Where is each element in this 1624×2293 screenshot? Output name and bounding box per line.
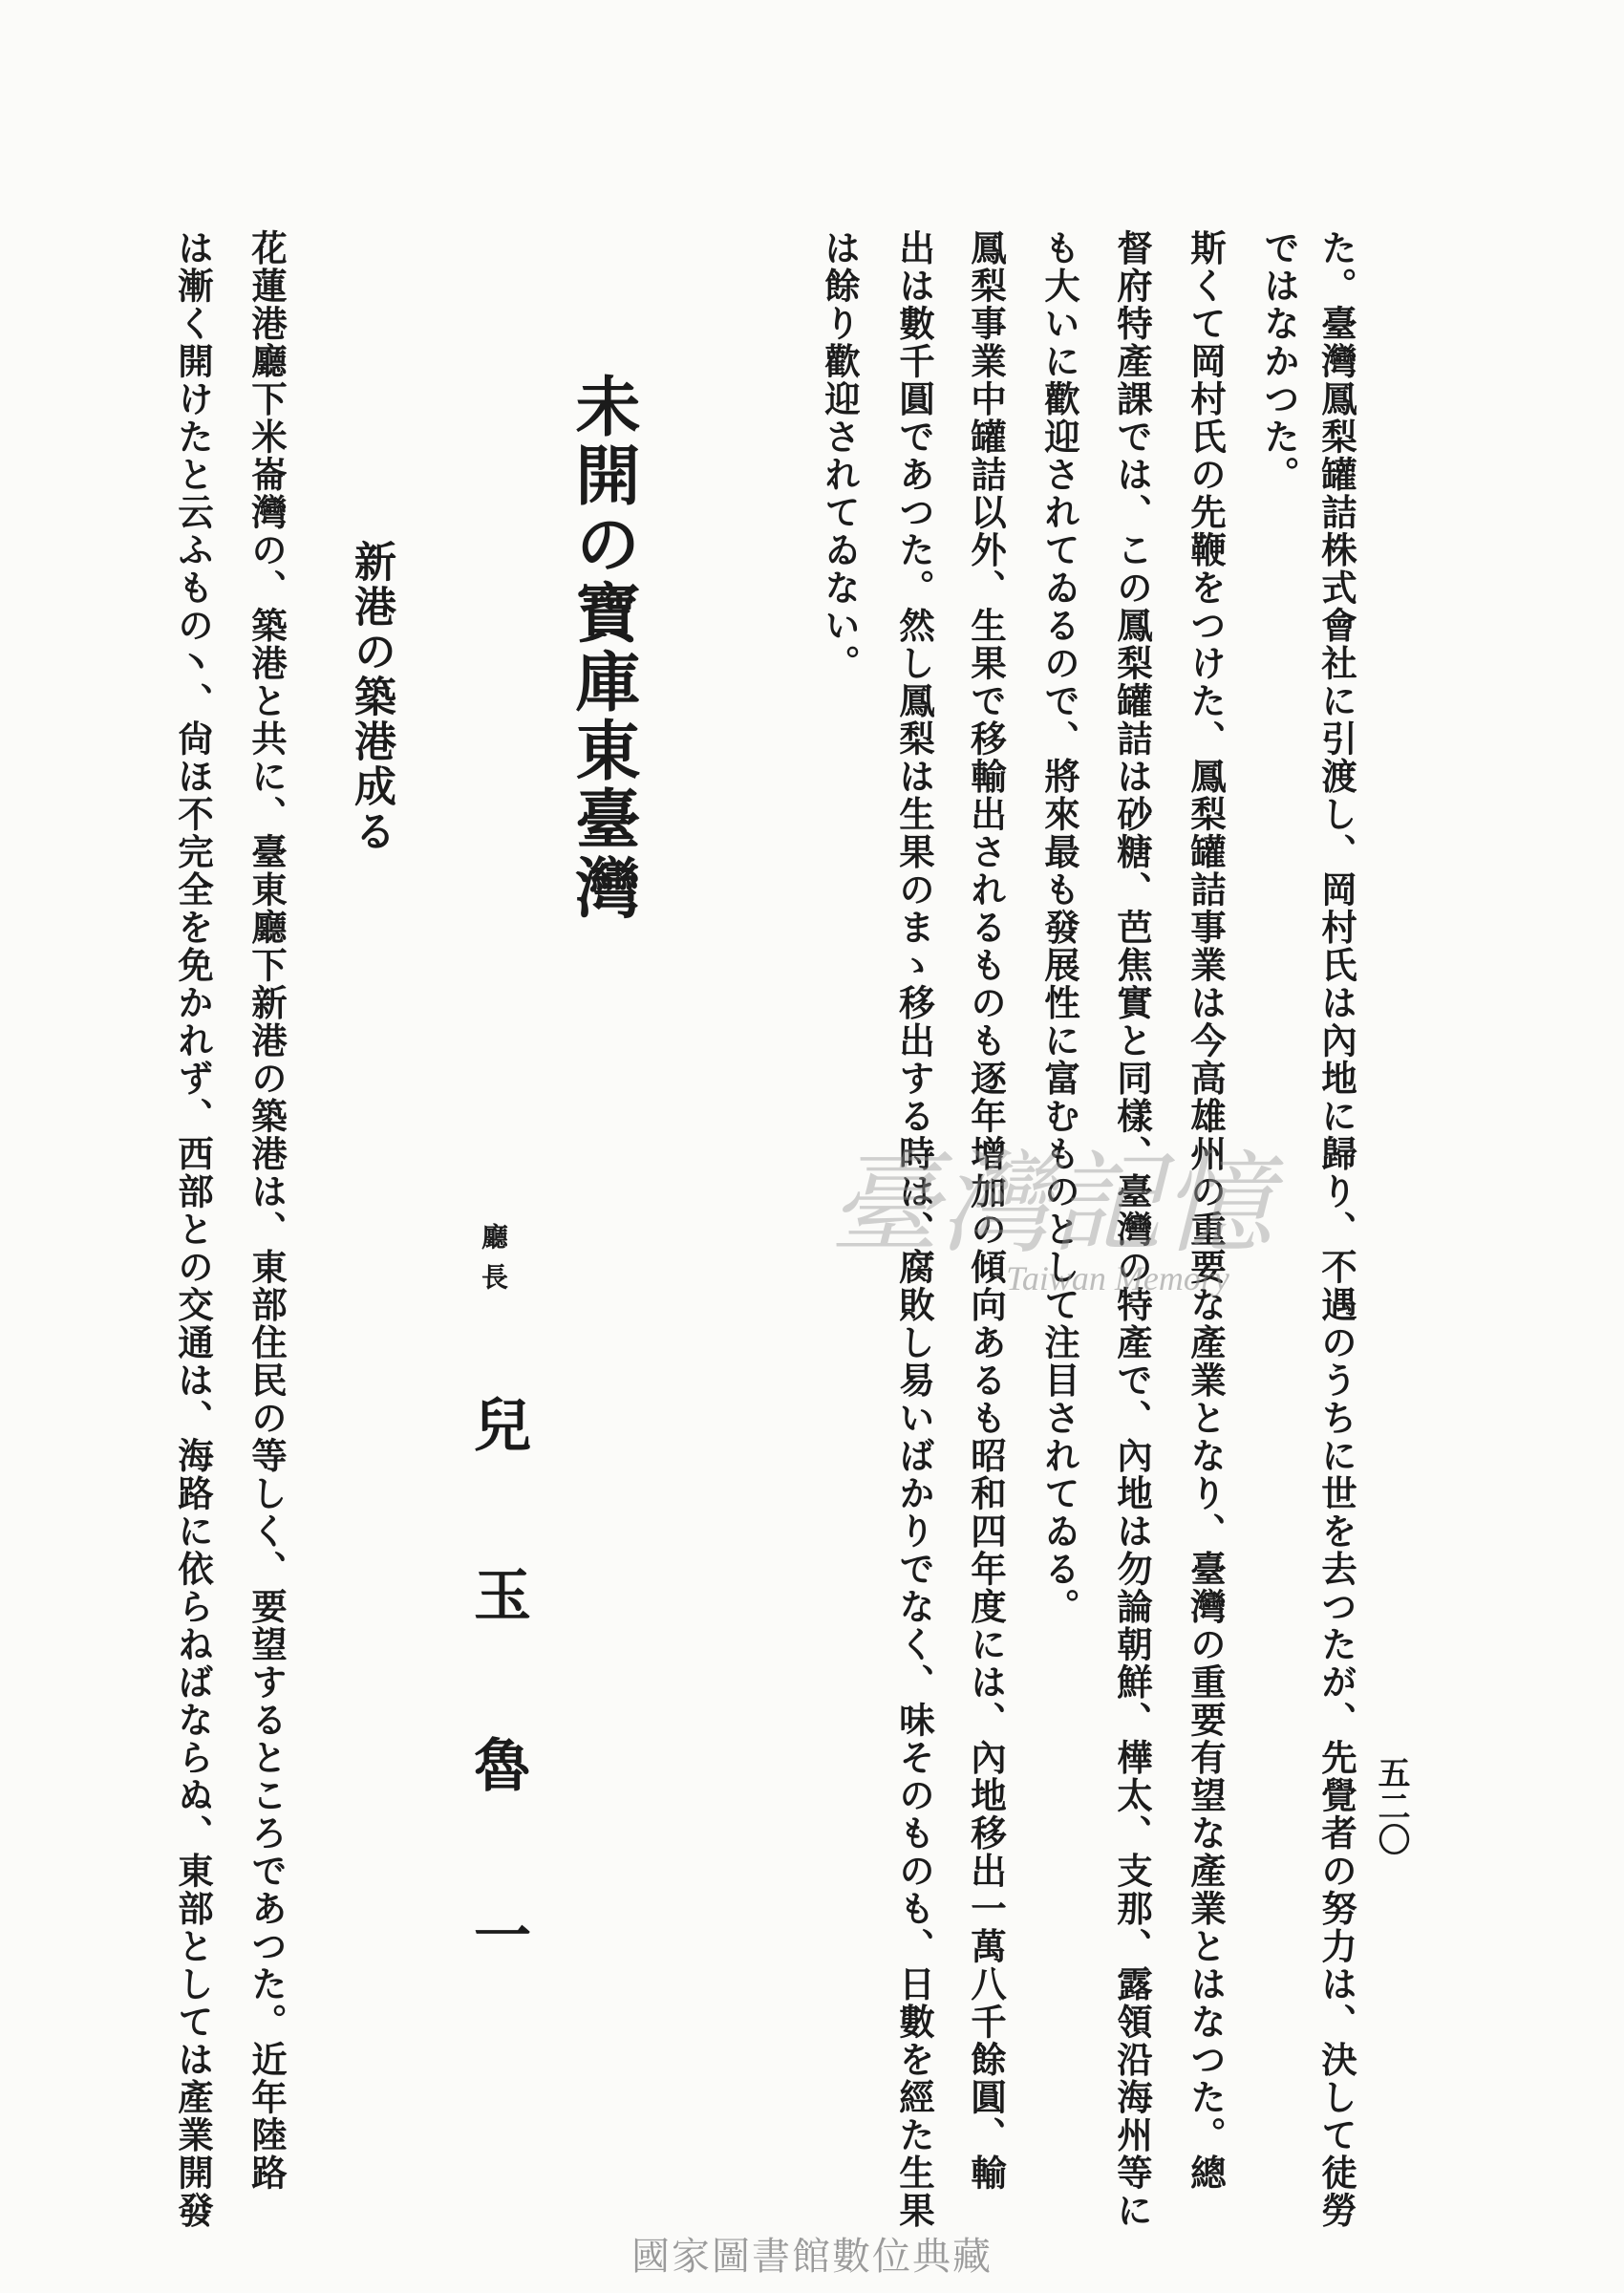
text-line: は漸く開けたと云ふもの丶、尙ほ不完全を免かれず、西部との交通は、海路に依らねばならぬ、東部としては產業開發	[172, 229, 214, 2230]
page-number: 五二〇	[1372, 1756, 1410, 1856]
text-line: 鳳梨事業中罐詰以外、生果で移輸出されるものも逐年增加の傾向あるも昭和四年度には、內地移出一萬八千餘圓、輸	[965, 229, 1007, 2192]
text-line: 督府特產課では、この鳳梨罐詰は砂糖、芭焦實と同樣、臺灣の特產で、內地は勿論朝鮮、樺太、支那、露領沿海州等に	[1111, 229, 1153, 2230]
watermark-sub: Taiwan Memory	[1006, 1259, 1229, 1297]
watermark-main: 臺灣記憶	[829, 1140, 1272, 1269]
text-line: ではなかつた。	[1258, 229, 1300, 494]
text-line: た。臺灣鳳梨罐詰株式會社に引渡し、岡村氏は內地に歸り、不遇のうちに世を去つたが、先覺者の努力は、決して徒勞	[1315, 229, 1357, 2230]
footer-credit: 國家圖書館數位典藏	[631, 2235, 993, 2279]
author-name: 兒玉魯一	[464, 1395, 531, 2075]
article-title: 未開の寶庫東臺灣	[565, 373, 641, 923]
text-line: 花蓮港廳下米崙灣の、築港と共に、臺東廳下新港の築港は、東部住民の等しく、要望するところであつた。近年陸路	[246, 229, 288, 2192]
author-rank: 廳長	[478, 1223, 509, 1303]
text-line: 出は數千圓であつた。然し鳳梨は生果のまゝ移出する時は、腐敗し易いばかりでなく、味そのものも、日數を經た生果	[893, 229, 935, 2230]
text-line: は餘り歡迎されてゐない。	[819, 229, 861, 682]
text-line: も大いに歡迎されてゐるので、將來最も發展性に富むものとして注目されてゐる。	[1038, 229, 1080, 1626]
text-line: 斯くて岡村氏の先鞭をつけた、鳳梨罐詰事業は今高雄州の重要な產業となり、臺灣の重要有望な產業とはなつた。總	[1185, 229, 1227, 2192]
section-subheading: 新港の築港成る	[347, 540, 395, 854]
